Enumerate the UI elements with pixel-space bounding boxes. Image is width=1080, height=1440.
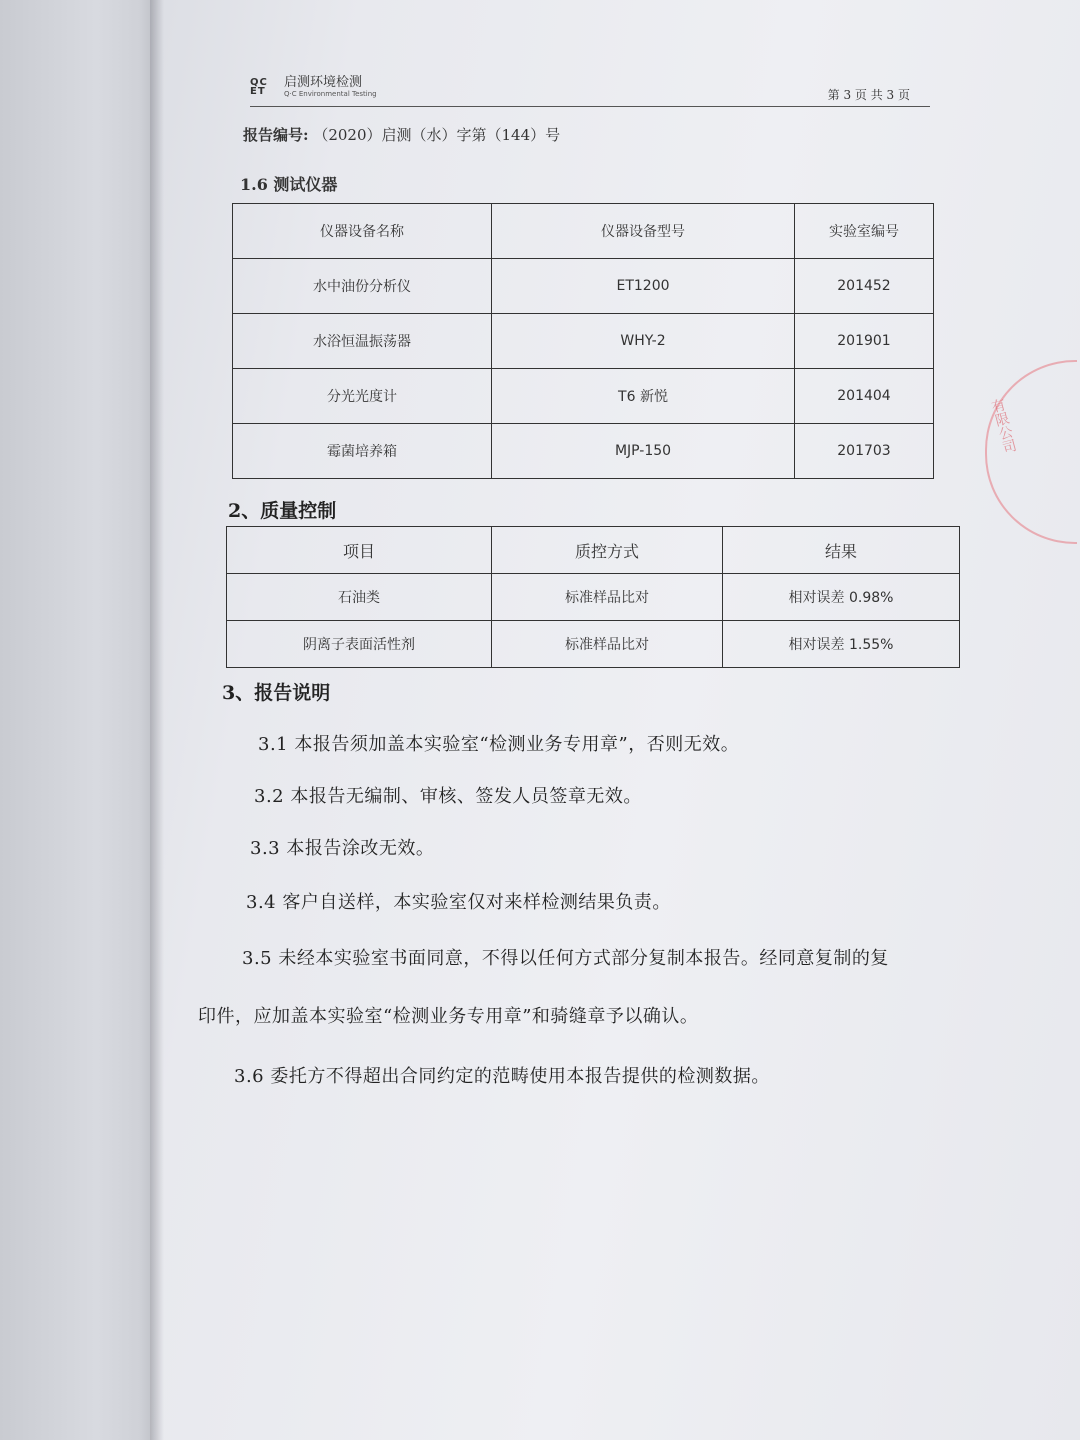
table-cell: 石油类 xyxy=(227,574,492,621)
table-cell: 201452 xyxy=(795,259,934,314)
table-cell: 相对误差 1.55% xyxy=(723,621,960,668)
logo-text xyxy=(284,76,377,98)
note-3-5-line1: 3.5 未经本实验室书面同意，不得以任何方式部分复制本报告。经同意复制的复 xyxy=(242,948,889,969)
column-header: 实验室编号 xyxy=(795,204,934,259)
note-3-3: 3.3 本报告涂改无效。 xyxy=(250,838,435,859)
company-logo xyxy=(250,76,377,98)
quality-control-table xyxy=(226,526,960,668)
table-cell: 相对误差 0.98% xyxy=(723,574,960,621)
table-cell: 标准样品比对 xyxy=(492,621,723,668)
section-title-quality-control: 2、质量控制 xyxy=(228,500,337,522)
seal-text: 有限公司 xyxy=(988,396,1018,456)
report-number xyxy=(243,124,560,145)
table-header-row xyxy=(227,527,960,574)
table-header-row xyxy=(233,204,934,259)
table-row xyxy=(233,369,934,424)
table-cell: 分光光度计 xyxy=(233,369,492,424)
column-header: 结果 xyxy=(723,527,960,574)
table-cell: 201404 xyxy=(795,369,934,424)
column-header: 项目 xyxy=(227,527,492,574)
table-cell: WHY-2 xyxy=(492,314,795,369)
left-page xyxy=(0,0,175,1440)
table-cell: 水中油份分析仪 xyxy=(233,259,492,314)
logo-mark-bottom: ET xyxy=(250,86,266,97)
note-3-4: 3.4 客户自送样，本实验室仅对来样检测结果负责。 xyxy=(246,892,671,913)
logo-mark xyxy=(250,78,280,96)
table-cell: 标准样品比对 xyxy=(492,574,723,621)
table-cell: MJP-150 xyxy=(492,424,795,479)
table-row xyxy=(233,314,934,369)
column-header: 仪器设备型号 xyxy=(492,204,795,259)
table-cell: T6 新悦 xyxy=(492,369,795,424)
page-header xyxy=(250,74,930,107)
table-row xyxy=(233,259,934,314)
table-cell: 水浴恒温振荡器 xyxy=(233,314,492,369)
report-number-label: 报告编号: xyxy=(243,126,309,144)
logo-name-en: Q·C Environmental Testing xyxy=(284,90,377,98)
column-header: 仪器设备名称 xyxy=(233,204,492,259)
logo-mark-top: QC xyxy=(250,77,268,88)
table-row xyxy=(233,424,934,479)
table-cell: 霉菌培养箱 xyxy=(233,424,492,479)
note-3-1: 3.1 本报告须加盖本实验室“检测业务专用章”，否则无效。 xyxy=(258,734,740,755)
section-title-report-notes: 3、报告说明 xyxy=(222,682,331,704)
note-3-5-line2: 印件，应加盖本实验室“检测业务专用章”和骑缝章予以确认。 xyxy=(198,1006,699,1027)
instruments-table xyxy=(232,203,934,479)
report-number-value: （2020）启测（水）字第（144）号 xyxy=(313,126,561,144)
section-title-instruments: 1.6 测试仪器 xyxy=(240,175,338,194)
logo-name-cn: 启测环境检测 xyxy=(284,75,363,90)
table-cell: 201703 xyxy=(795,424,934,479)
sheet-edge xyxy=(150,0,164,1440)
table-cell: 阴离子表面活性剂 xyxy=(227,621,492,668)
table-row xyxy=(227,621,960,668)
table-cell: 201901 xyxy=(795,314,934,369)
column-header: 质控方式 xyxy=(492,527,723,574)
note-3-6: 3.6 委托方不得超出合同约定的范畴使用本报告提供的检测数据。 xyxy=(234,1066,770,1087)
page-number: 第 3 页 共 3 页 xyxy=(827,88,910,102)
table-row xyxy=(227,574,960,621)
table-cell: ET1200 xyxy=(492,259,795,314)
note-3-2: 3.2 本报告无编制、审核、签发人员签章无效。 xyxy=(254,786,642,807)
